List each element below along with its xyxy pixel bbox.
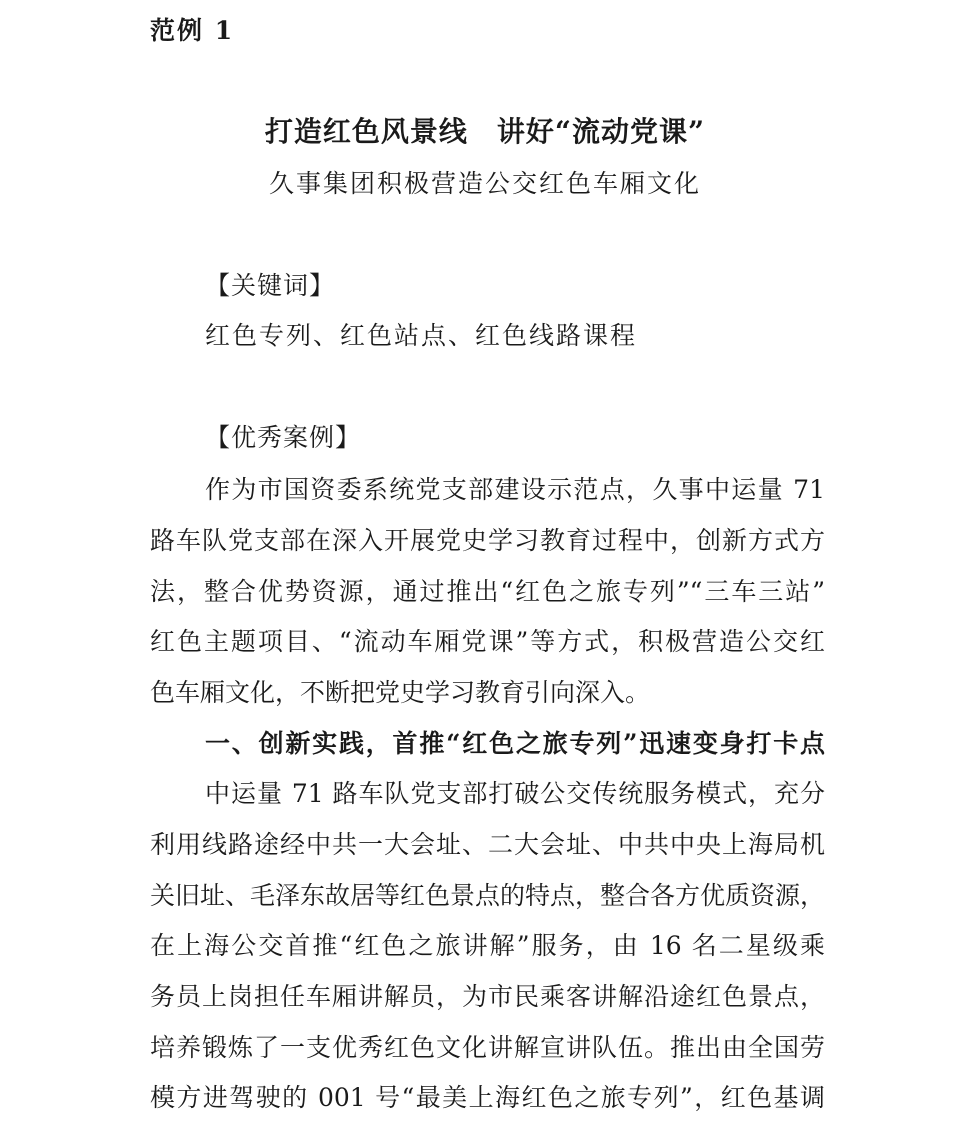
paragraph-line: 利用线路途经中共一大会址、二大会址、中共中央上海局机 bbox=[150, 830, 825, 859]
paragraph-line: 作为市国资委系统党支部建设示范点，久事中运量 71 bbox=[205, 475, 825, 504]
paragraph-line: 务员上岗担任车厢讲解员，为市民乘客讲解沿途红色景点， bbox=[150, 982, 825, 1011]
paragraph-line: 色车厢文化，不断把党史学习教育引向深入。 bbox=[150, 678, 651, 707]
keywords-heading: 【关键词】 bbox=[205, 271, 336, 300]
paragraph-line: 中运量 71 路车队党支部打破公交传统服务模式，充分 bbox=[205, 779, 825, 808]
paragraph-line: 关旧址、毛泽东故居等红色景点的特点，整合各方优质资源， bbox=[150, 881, 826, 910]
example-label: 范例 1 bbox=[150, 16, 235, 45]
paragraph-line: 法，整合优势资源，通过推出“红色之旅专列”“三车三站” bbox=[150, 577, 825, 606]
case-heading: 【优秀案例】 bbox=[205, 423, 362, 452]
document-subtitle: 久事集团积极营造公交红色车厢文化 bbox=[268, 169, 701, 198]
paragraph-line: 在上海公交首推“红色之旅讲解”服务，由 16 名二星级乘 bbox=[150, 931, 825, 960]
paragraph-line: 路车队党支部在深入开展党史学习教育过程中，创新方式方 bbox=[150, 526, 825, 555]
section-heading: 一、创新实践，首推“红色之旅专列”迅速变身打卡点 bbox=[205, 729, 825, 758]
paragraph-line: 模方进驾驶的 001 号“最美上海红色之旅专列”，红色基调 bbox=[150, 1083, 825, 1112]
paragraph-line: 红色主题项目、“流动车厢党课”等方式，积极营造公交红 bbox=[150, 627, 825, 656]
paragraph-line: 培养锻炼了一支优秀红色文化讲解宣讲队伍。推出由全国劳 bbox=[150, 1033, 825, 1062]
document-title: 打造红色风景线 讲好“流动党课” bbox=[264, 115, 706, 148]
keywords-text: 红色专列、红色站点、红色线路课程 bbox=[205, 321, 638, 350]
